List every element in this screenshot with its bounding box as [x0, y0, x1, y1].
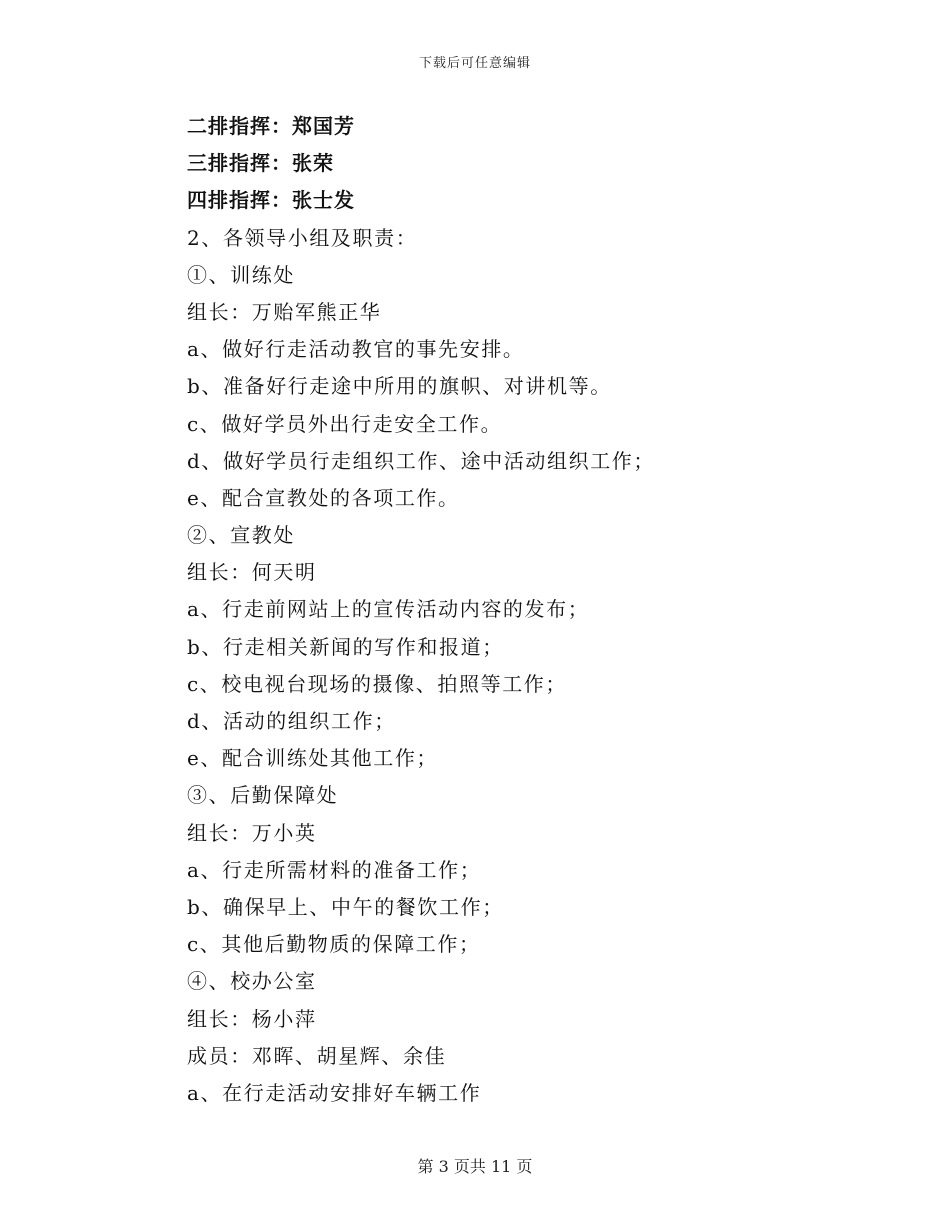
paragraph-line: 二排指挥：郑国芳: [187, 114, 355, 138]
group-leader-line: 组长：杨小萍: [187, 1006, 317, 1031]
group-leader-line: 组长：万小英: [187, 820, 317, 845]
section-heading: 2、各领导小组及职责：: [187, 225, 418, 250]
duty-item: a、做好行走活动教官的事先安排。: [187, 337, 525, 362]
group-leader-line: 组长：万贻军熊正华: [187, 299, 382, 324]
duty-item: b、准备好行走途中所用的旗帜、对讲机等。: [187, 374, 612, 399]
duty-item: b、行走相关新闻的写作和报道；: [187, 634, 504, 659]
page-footer: 第 3 页共 11 页: [417, 1157, 533, 1176]
duty-item: a、行走所需材料的准备工作；: [187, 857, 482, 882]
page-header: 下载后可任意编辑: [418, 56, 531, 71]
duty-item: c、其他后勤物质的保障工作；: [187, 932, 481, 957]
subsection-heading: ②、宣教处: [187, 523, 295, 548]
duty-item: e、配合宣教处的各项工作。: [187, 485, 460, 510]
duty-item: b、确保早上、中午的餐饮工作；: [187, 894, 504, 919]
duty-item: e、配合训练处其他工作；: [187, 746, 439, 771]
duty-item: a、行走前网站上的宣传活动内容的发布；: [187, 597, 590, 622]
duty-item: c、做好学员外出行走安全工作。: [187, 411, 503, 436]
duty-item: c、校电视台现场的摄像、拍照等工作；: [187, 671, 568, 696]
paragraph-line: 四排指挥：张士发: [187, 188, 355, 213]
subsection-heading: ①、训练处: [187, 262, 295, 287]
group-leader-line: 组长：何天明: [187, 560, 317, 585]
paragraph-line: 三排指挥：张荣: [187, 151, 334, 176]
group-members-line: 成员：邓晖、胡星辉、余佳: [187, 1043, 447, 1068]
document-body: [187, 108, 847, 1112]
duty-item: d、活动的组织工作；: [187, 709, 396, 733]
subsection-heading: ③、后勤保障处: [187, 783, 339, 808]
duty-item: d、做好学员行走组织工作、途中活动组织工作；: [187, 448, 656, 473]
duty-item: a、在行走活动安排好车辆工作: [187, 1080, 482, 1105]
subsection-heading: ④、校办公室: [187, 969, 317, 994]
